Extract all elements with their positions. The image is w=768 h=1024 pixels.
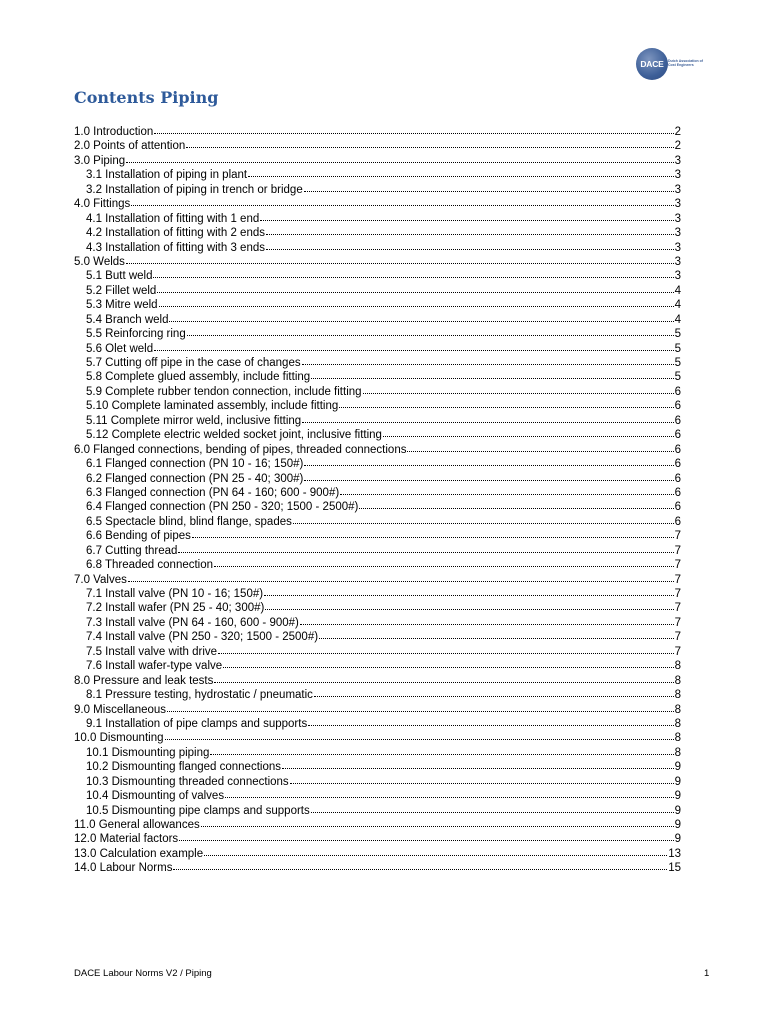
toc-entry-page: 7 — [674, 544, 681, 557]
toc-entry-page: 8 — [674, 689, 681, 702]
page-title: Contents Piping — [74, 88, 219, 107]
toc-entry-page: 7 — [674, 645, 681, 658]
toc-entry[interactable] — [74, 182, 681, 196]
toc-entry-label: 7.2 Install wafer (PN 25 - 40; 300#) — [86, 602, 265, 615]
toc-entry-page: 7 — [674, 616, 681, 629]
toc-entry[interactable] — [74, 702, 681, 716]
toc-entry-label: 5.1 Butt weld — [86, 270, 153, 283]
toc-leader-dots — [126, 152, 673, 163]
toc-entry-label: 2.0 Points of attention — [74, 140, 186, 153]
toc-entry-label: 4.0 Fittings — [74, 198, 131, 211]
toc-entry-label: 10.1 Dismounting piping — [86, 746, 210, 759]
dace-logo-mark: DACE — [636, 48, 668, 80]
toc-entry-label: 11.0 General allowances — [74, 819, 200, 831]
toc-leader-dots — [225, 787, 674, 798]
toc-entry-page: 2 — [674, 126, 681, 138]
toc-entry-label: 7.3 Install valve (PN 64 - 160, 600 - 900#) — [86, 616, 299, 629]
toc-entry-label: 7.5 Install valve with drive — [86, 645, 218, 658]
toc-entry[interactable] — [74, 586, 681, 600]
toc-entry-page: 5 — [674, 328, 681, 341]
toc-entry-page: 4 — [674, 313, 681, 326]
toc-entry-page: 9 — [674, 819, 681, 831]
toc-entry[interactable] — [74, 759, 681, 773]
toc-entry-page: 4 — [674, 299, 681, 312]
toc-entry[interactable] — [74, 745, 681, 759]
toc-leader-dots — [126, 253, 674, 264]
toc-entry[interactable] — [74, 225, 681, 239]
toc-entry[interactable] — [74, 716, 681, 730]
toc-entry[interactable] — [74, 730, 681, 744]
toc-entry-page: 7 — [674, 530, 681, 543]
toc-leader-dots — [248, 166, 673, 177]
toc-entry-label: 6.6 Bending of pipes — [86, 530, 191, 543]
toc-entry[interactable] — [74, 846, 681, 860]
toc-entry[interactable] — [74, 673, 681, 687]
toc-entry[interactable] — [74, 211, 681, 225]
toc-entry-page: 6 — [674, 515, 681, 528]
toc-entry-page: 8 — [674, 717, 681, 730]
toc-entry[interactable] — [74, 615, 681, 629]
toc-entry[interactable] — [74, 312, 681, 326]
toc-leader-dots — [159, 296, 674, 307]
toc-leader-dots — [223, 657, 673, 668]
toc-entry-label: 5.9 Complete rubber tendon connection, include fitting — [86, 385, 362, 398]
toc-entry[interactable] — [74, 124, 681, 138]
toc-entry-page: 6 — [674, 414, 681, 427]
toc-entry-page: 5 — [674, 371, 681, 384]
toc-leader-dots — [165, 729, 674, 740]
toc-leader-dots — [266, 239, 674, 250]
toc-entry-label: 5.12 Complete electric welded socket joint, inclusive fitting — [86, 429, 382, 442]
toc-entry-page: 6 — [674, 400, 681, 413]
toc-entry-page: 8 — [674, 746, 681, 759]
toc-entry-page: 6 — [674, 429, 681, 442]
toc-entry[interactable] — [74, 283, 681, 297]
toc-entry-page: 9 — [674, 833, 681, 846]
toc-entry-label: 7.6 Install wafer-type valve — [86, 660, 223, 673]
toc-entry[interactable] — [74, 774, 681, 788]
toc-entry-label: 4.2 Installation of fitting with 2 ends — [86, 227, 265, 240]
toc-entry-label: 3.1 Installation of piping in plant — [86, 169, 248, 182]
toc-leader-dots — [293, 513, 674, 524]
toc-entry[interactable] — [74, 456, 681, 470]
toc-entry-page: 3 — [674, 212, 681, 225]
logo-caption-line-1: Dutch Association of — [668, 59, 703, 63]
toc-entry-page: 6 — [674, 501, 681, 514]
toc-entry-page: 6 — [674, 443, 681, 456]
toc-entry[interactable] — [74, 600, 681, 614]
toc-entry-label: 12.0 Material factors — [74, 833, 179, 846]
toc-entry[interactable] — [74, 326, 681, 340]
toc-leader-dots — [302, 412, 673, 423]
footer-page-number: 1 — [704, 968, 710, 979]
toc-entry-label: 5.2 Fillet weld — [86, 284, 157, 297]
toc-leader-dots — [214, 556, 674, 567]
toc-entry[interactable] — [74, 254, 681, 268]
toc-leader-dots — [290, 773, 674, 784]
toc-entry-page: 9 — [674, 775, 681, 788]
toc-entry-label: 6.1 Flanged connection (PN 10 - 16; 150#) — [86, 458, 304, 471]
toc-leader-dots — [192, 527, 674, 538]
toc-entry-label: 6.2 Flanged connection (PN 25 - 40; 300#) — [86, 472, 304, 485]
toc-entry[interactable] — [74, 572, 681, 586]
toc-entry-label: 10.4 Dismounting of valves — [86, 790, 225, 803]
toc-entry-page: 8 — [674, 703, 681, 716]
toc-entry-page: 5 — [674, 342, 681, 355]
toc-entry[interactable] — [74, 427, 681, 441]
toc-entry-page: 7 — [674, 559, 681, 572]
toc-entry[interactable] — [74, 817, 681, 831]
toc-entry[interactable] — [74, 268, 681, 282]
toc-entry-label: 5.0 Welds — [74, 255, 125, 268]
toc-entry-label: 5.11 Complete mirror weld, inclusive fitting — [86, 414, 302, 427]
toc-leader-dots — [266, 224, 674, 235]
toc-entry-label: 14.0 Labour Norms — [74, 862, 173, 875]
toc-entry-label: 5.10 Complete laminated assembly, include fitting — [86, 400, 339, 413]
toc-entry-label: 5.4 Branch weld — [86, 313, 169, 326]
toc-entry[interactable] — [74, 803, 681, 817]
toc-entry-page: 6 — [674, 486, 681, 499]
toc-entry-label: 5.3 Mitre weld — [86, 299, 158, 312]
toc-entry[interactable] — [74, 514, 681, 528]
toc-leader-dots — [319, 628, 674, 639]
toc-entry-label: 10.0 Dismounting — [74, 732, 164, 745]
toc-entry[interactable] — [74, 398, 681, 412]
toc-entry-label: 8.0 Pressure and leak tests — [74, 674, 214, 687]
toc-entry[interactable] — [74, 369, 681, 383]
toc-entry[interactable] — [74, 499, 681, 513]
toc-entry-page: 13 — [668, 847, 681, 860]
toc-entry[interactable] — [74, 788, 681, 802]
toc-entry-label: 7.0 Valves — [74, 573, 127, 586]
toc-entry-label: 10.5 Dismounting pipe clamps and supports — [86, 804, 310, 817]
toc-entry-label: 13.0 Calculation example — [74, 847, 204, 860]
toc-entry-label: 6.7 Cutting thread — [86, 544, 178, 557]
toc-entry-label: 9.1 Installation of pipe clamps and supports — [86, 717, 308, 730]
toc-leader-dots — [179, 830, 673, 841]
toc-entry[interactable] — [74, 341, 681, 355]
footer-document-title: DACE Labour Norms V2 / Piping — [74, 968, 212, 979]
toc-entry-page: 3 — [674, 154, 681, 167]
toc-entry-page: 15 — [668, 862, 681, 875]
toc-leader-dots — [154, 340, 673, 351]
toc-entry[interactable] — [74, 167, 681, 181]
toc-entry-label: 5.7 Cutting off pipe in the case of changes — [86, 357, 301, 369]
toc-entry-label: 4.3 Installation of fitting with 3 ends — [86, 241, 265, 254]
toc-entry-page: 4 — [674, 284, 681, 297]
toc-entry-label: 1.0 Introduction — [74, 126, 154, 138]
toc-entry[interactable] — [74, 384, 681, 398]
toc-entry[interactable] — [74, 355, 681, 369]
toc-entry-label: 5.6 Olet weld — [86, 342, 154, 355]
toc-leader-dots — [340, 484, 673, 495]
toc-entry[interactable] — [74, 138, 681, 152]
toc-leader-dots — [154, 123, 673, 134]
toc-entry[interactable] — [74, 442, 681, 456]
toc-leader-dots — [339, 397, 673, 408]
toc-leader-dots — [204, 845, 667, 856]
toc-entry[interactable] — [74, 153, 681, 167]
toc-leader-dots — [302, 354, 674, 365]
toc-leader-dots — [304, 181, 674, 192]
toc-entry-page: 6 — [674, 472, 681, 485]
toc-entry[interactable] — [74, 196, 681, 210]
toc-entry[interactable] — [74, 860, 681, 874]
toc-entry-page: 7 — [674, 631, 681, 644]
toc-entry-page: 7 — [674, 602, 681, 615]
toc-leader-dots — [359, 498, 673, 509]
toc-entry-label: 4.1 Installation of fitting with 1 end — [86, 212, 260, 225]
toc-entry-label: 6.5 Spectacle blind, blind flange, spades — [86, 515, 292, 528]
toc-entry[interactable] — [74, 557, 681, 571]
toc-entry[interactable] — [74, 831, 681, 845]
toc-entry-page: 3 — [674, 241, 681, 254]
toc-entry-page: 8 — [674, 732, 681, 745]
toc-entry-page: 9 — [674, 804, 681, 817]
toc-entry[interactable] — [74, 528, 681, 542]
toc-entry[interactable] — [74, 687, 681, 701]
toc-entry[interactable] — [74, 658, 681, 672]
toc-entry[interactable] — [74, 413, 681, 427]
toc-leader-dots — [218, 643, 674, 654]
toc-entry-label: 7.4 Install valve (PN 250 - 320; 1500 - 2500#) — [86, 631, 319, 644]
toc-leader-dots — [383, 426, 674, 437]
logo-caption-line-2: Cost Engineers — [668, 63, 694, 67]
toc-leader-dots — [311, 368, 673, 379]
toc-entry-page: 3 — [674, 169, 681, 182]
toc-entry[interactable] — [74, 471, 681, 485]
toc-leader-dots — [187, 325, 674, 336]
toc-entry-page: 9 — [674, 761, 681, 774]
toc-leader-dots — [157, 282, 673, 293]
toc-leader-dots — [314, 686, 674, 697]
toc-leader-dots — [260, 210, 673, 221]
toc-leader-dots — [173, 859, 667, 870]
table-of-contents — [74, 124, 681, 875]
toc-entry-page: 3 — [674, 183, 681, 196]
toc-entry-page: 6 — [674, 385, 681, 398]
toc-leader-dots — [201, 816, 674, 827]
toc-entry-label: 8.1 Pressure testing, hydrostatic / pneumatic — [86, 689, 313, 702]
toc-leader-dots — [128, 571, 674, 582]
toc-leader-dots — [153, 267, 673, 278]
toc-leader-dots — [282, 758, 674, 769]
toc-entry-label: 10.2 Dismounting flanged connections — [86, 761, 281, 774]
toc-leader-dots — [311, 802, 674, 813]
toc-entry[interactable] — [74, 543, 681, 557]
toc-leader-dots — [304, 470, 673, 481]
toc-entry-label: 5.5 Reinforcing ring — [86, 328, 186, 341]
toc-entry-page: 3 — [674, 255, 681, 268]
toc-entry-page: 8 — [674, 674, 681, 687]
toc-entry-label: 3.0 Piping — [74, 154, 126, 167]
toc-leader-dots — [304, 455, 673, 466]
toc-leader-dots — [167, 701, 674, 712]
toc-entry-page: 2 — [674, 140, 681, 153]
toc-leader-dots — [300, 614, 674, 625]
toc-entry-page: 3 — [674, 270, 681, 283]
toc-entry[interactable] — [74, 240, 681, 254]
toc-entry-page: 8 — [674, 660, 681, 673]
toc-leader-dots — [169, 311, 673, 322]
dace-logo — [636, 48, 708, 80]
toc-entry-label: 9.0 Miscellaneous — [74, 703, 167, 716]
toc-entry-page: 7 — [674, 573, 681, 586]
toc-leader-dots — [265, 599, 673, 610]
toc-entry[interactable] — [74, 644, 681, 658]
toc-entry-label: 6.8 Threaded connection — [86, 559, 214, 572]
toc-entry-page: 9 — [674, 790, 681, 803]
toc-entry-page: 7 — [674, 588, 681, 600]
toc-entry-label: 7.1 Install valve (PN 10 - 16; 150#) — [86, 588, 264, 600]
toc-entry-page: 3 — [674, 227, 681, 240]
toc-entry-label: 6.4 Flanged connection (PN 250 - 320; 1500 - 2500#) — [86, 501, 359, 514]
toc-leader-dots — [363, 383, 674, 394]
toc-entry-page: 6 — [674, 458, 681, 471]
toc-entry[interactable] — [74, 485, 681, 499]
toc-entry[interactable] — [74, 629, 681, 643]
toc-leader-dots — [214, 672, 673, 683]
toc-leader-dots — [178, 542, 673, 553]
toc-entry-page: 3 — [674, 198, 681, 211]
toc-entry-label: 5.8 Complete glued assembly, include fitting — [86, 371, 311, 384]
toc-entry-label: 6.3 Flanged connection (PN 64 - 160; 600 - 900#) — [86, 486, 340, 499]
toc-leader-dots — [186, 137, 673, 148]
toc-entry-page: 5 — [674, 357, 681, 369]
dace-logo-caption — [668, 59, 703, 67]
toc-leader-dots — [210, 744, 673, 755]
toc-leader-dots — [407, 441, 673, 452]
toc-entry[interactable] — [74, 297, 681, 311]
toc-entry-label: 10.3 Dismounting threaded connections — [86, 775, 289, 788]
toc-entry-label: 6.0 Flanged connections, bending of pipes, threaded connections — [74, 443, 407, 456]
toc-leader-dots — [131, 195, 673, 206]
toc-entry-label: 3.2 Installation of piping in trench or bridge — [86, 183, 303, 196]
toc-leader-dots — [308, 715, 673, 726]
toc-leader-dots — [264, 585, 674, 596]
